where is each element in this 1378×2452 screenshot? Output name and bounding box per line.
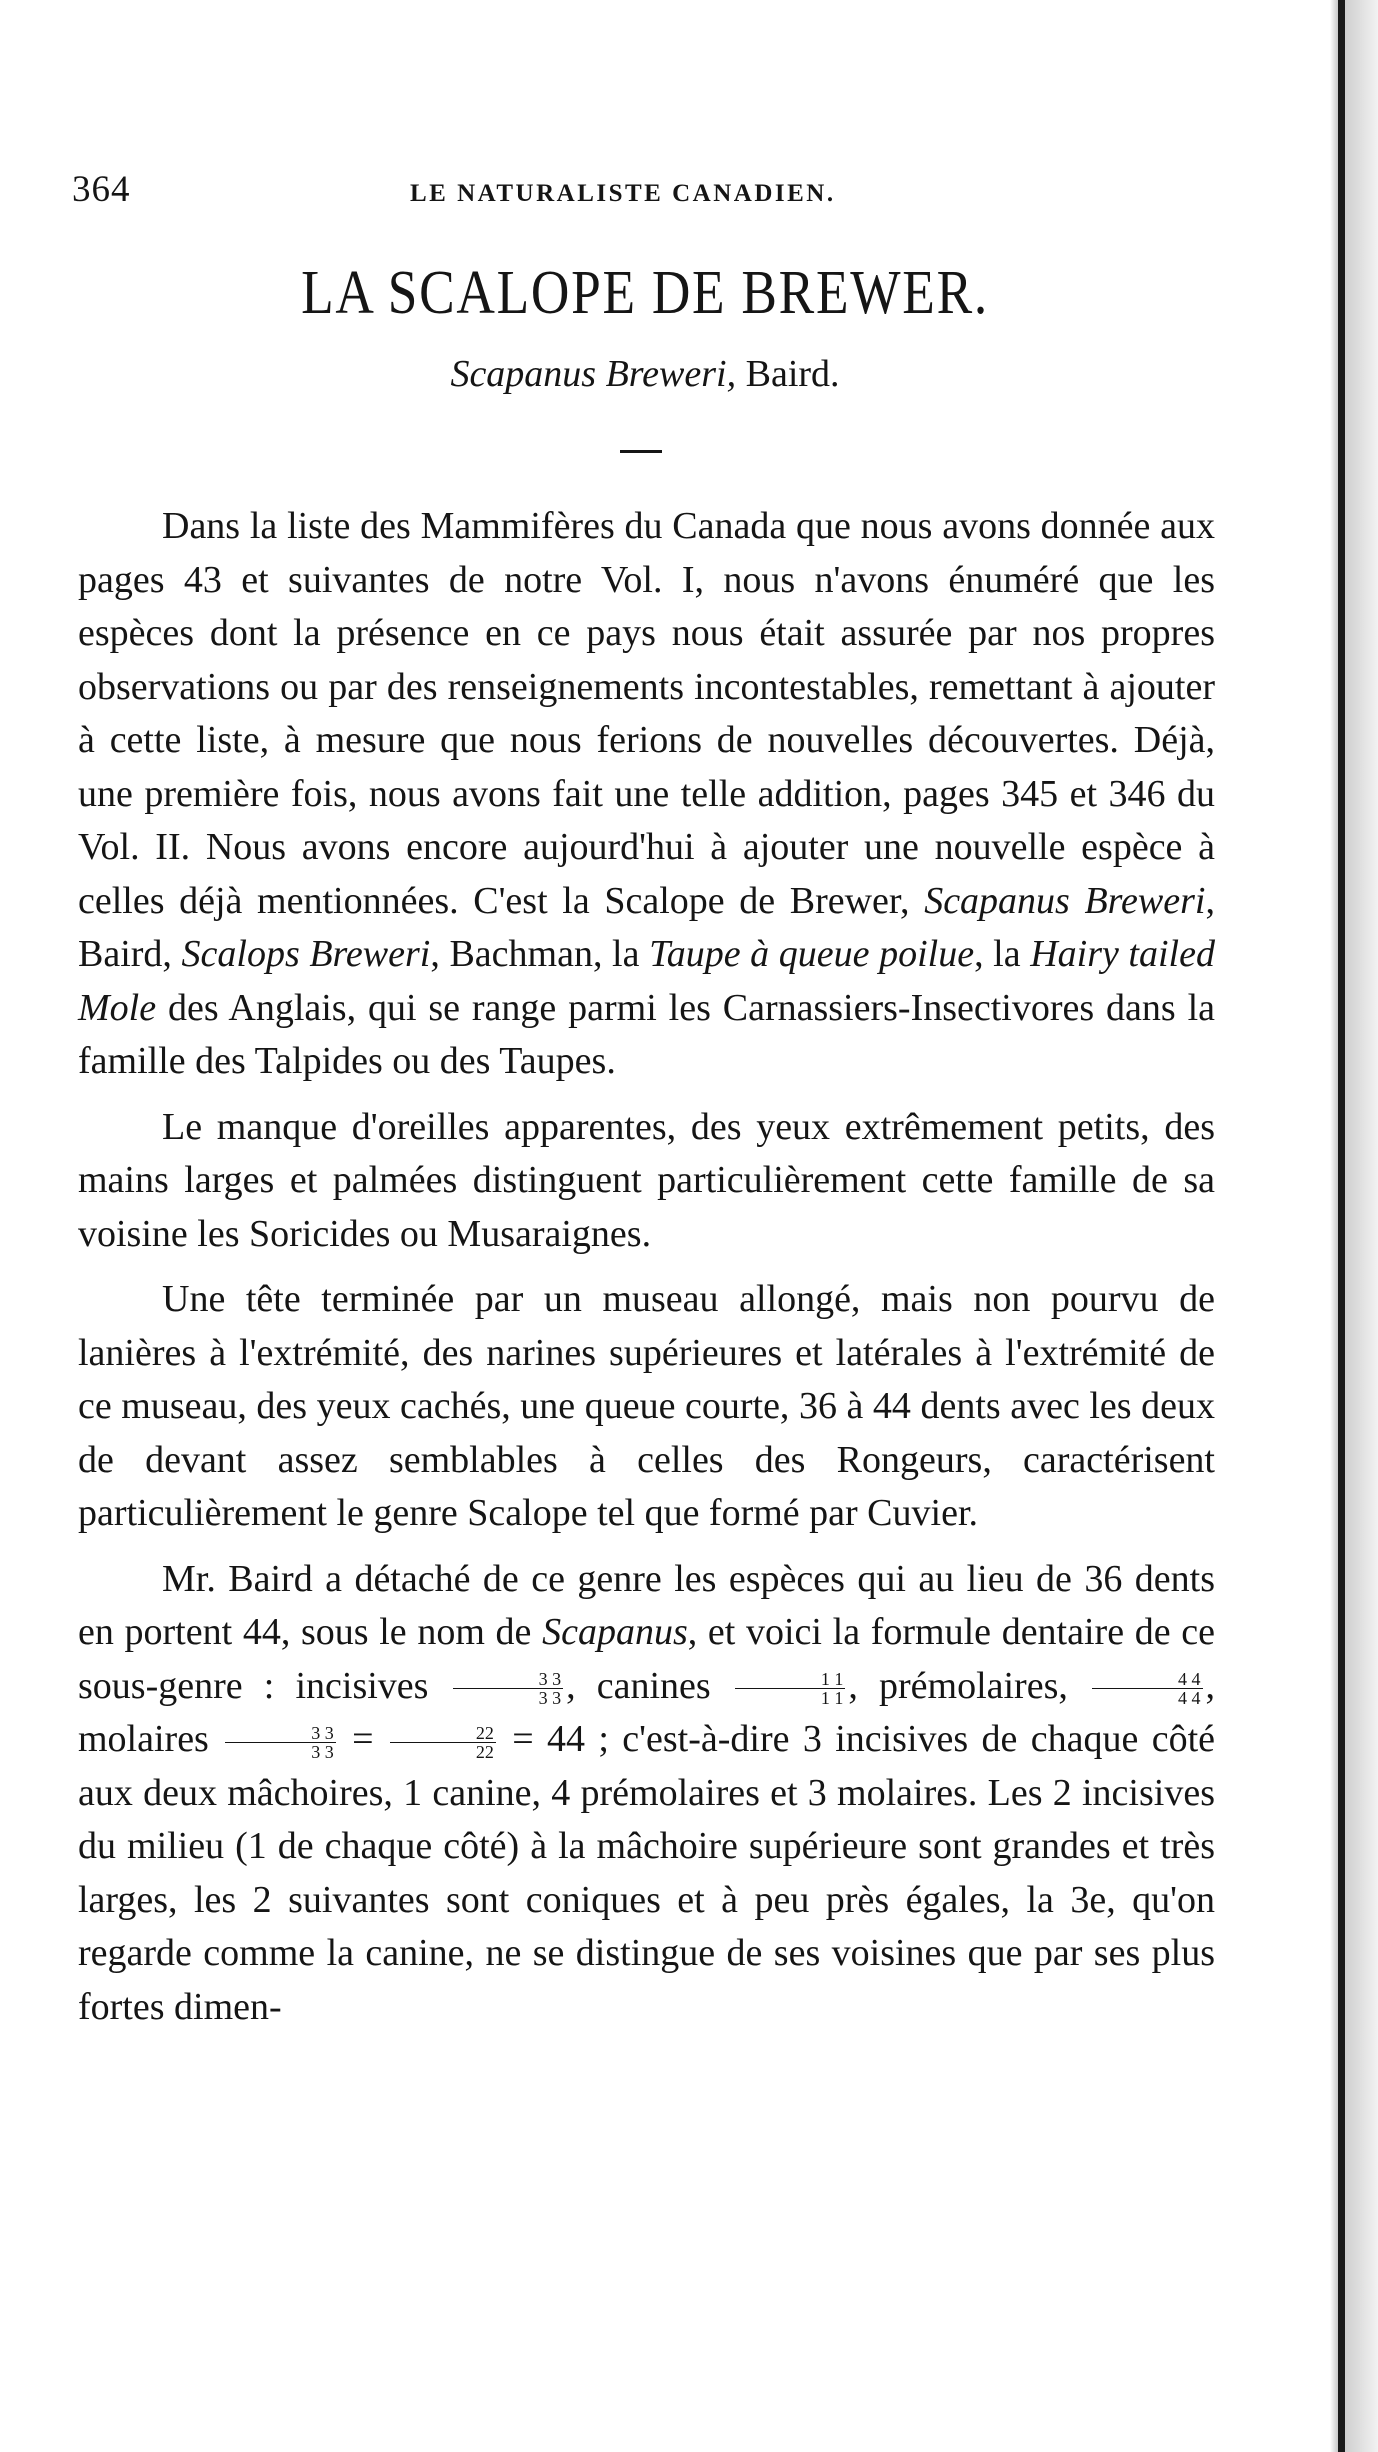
p1-text-c: , Bachman, la <box>430 933 650 975</box>
p1-italic-4: Hairy tailed Mole <box>78 933 1215 1029</box>
page-number: 364 <box>72 169 131 210</box>
fraction-numerator: 3 3 <box>225 1724 336 1743</box>
species-name: Scapanus Breweri, <box>450 353 737 395</box>
p4-equals-1: = <box>338 1718 387 1760</box>
p1-text-a: Dans la liste des Mammifères du Canada que nous avons donnée aux pages 43 et suivantes de notre Vol. I, nous n'avons énuméré que les espèces dont la présence en ce pays nous était assurée par nos propres observations ou par des renseignements incontestables, remettant à ajouter à cette liste, à mesure que nous ferions de nouvelles découvertes. Déjà, une première fois, nous avons fait une telle addition, pages 345 et 346 du Vol. II. Nous avons encore aujourd'hui à ajouter une nouvelle espèce à celles déjà mentionnées. C'est la Scalope de Brewer, <box>78 505 1215 922</box>
p4-text-c: , canines <box>566 1664 732 1707</box>
article-subtitle <box>0 352 1290 396</box>
p1-text-d: , la <box>974 933 1031 975</box>
fraction-premolaires <box>1092 1670 1203 1707</box>
page-gutter-shadow <box>1330 0 1338 2452</box>
fraction-denominator: 4 4 <box>1178 1688 1201 1709</box>
fraction-denominator: 3 3 <box>311 1741 334 1762</box>
fraction-numerator: 1 1 <box>735 1670 846 1689</box>
fraction-numerator: 4 4 <box>1092 1670 1203 1689</box>
p4-text-e: , molaires <box>78 1664 1216 1760</box>
fraction-denominator: 1 1 <box>820 1688 844 1709</box>
fraction-denominator: 3 3 <box>538 1688 562 1709</box>
paragraph-4 <box>78 1553 1215 2035</box>
p1-text-b: , Baird, <box>78 879 1215 975</box>
paragraph-1 <box>78 500 1215 1089</box>
page-edge-line <box>1338 0 1345 2452</box>
page-edge-paper <box>1345 0 1378 2452</box>
fraction-numerator: 3 3 <box>453 1670 564 1689</box>
p4-text-f: = 44 ; c'est-à-dire 3 incisives de chaque côté aux deux mâchoires, 1 canine, 4 prémolaires et 3 molaires. Les 2 incisives du milieu (1 de chaque côté) à la mâchoire supérieure sont grandes et très larges, les 2 suivantes sont coniques et à peu près égales, la 3e, qu'on regarde comme la canine, ne se distingue de ses voisines que par ses plus fortes dimen- <box>78 1718 1215 2028</box>
paragraph-2: Le manque d'oreilles apparentes, des yeux extrêmement petits, des mains larges et palmées distinguent particulièrement cette famille de sa voisine les Soricides ou Musaraignes. <box>78 1105 1215 1255</box>
title-rule <box>620 450 662 453</box>
p4-italic-1: Scapanus <box>542 1611 688 1653</box>
running-head: LE NATURALISTE CANADIEN. <box>410 180 836 207</box>
fraction-incisives <box>453 1670 564 1707</box>
p1-italic-2: Scalops Breweri <box>181 933 431 975</box>
p4-text-a: Mr. Baird a détaché de ce genre les espèces qui au lieu de 36 dents en portent 44, sous le nom de <box>78 1557 1215 1653</box>
article-body <box>78 500 1215 2046</box>
p1-italic-3: Taupe à queue poilue <box>649 933 975 975</box>
paragraph-3: Une tête terminée par un museau allongé, mais non pourvu de lanières à l'extrémité, des narines supérieures et latérales à l'extrémité de ce museau, des yeux cachés, une queue courte, 36 à 44 dents avec les deux de devant assez semblables à celles des Rongeurs, caractérisent particulièrement le genre Scalope tel que formé par Cuvier. <box>78 1278 1215 1534</box>
fraction-canines <box>735 1670 846 1707</box>
fraction-denominator: 22 <box>475 1741 494 1762</box>
p1-italic-1: Scapanus Breweri <box>924 879 1206 922</box>
p1-text-e: des Anglais, qui se range parmi les Carnassiers-Insectivores dans la famille des Talpides ou des Taupes. <box>78 986 1215 1082</box>
fraction-molaires <box>225 1724 336 1761</box>
article-title: LA SCALOPE DE BREWER. <box>301 259 989 327</box>
p4-text-b: , et voici la formule dentaire de ce sous-genre : incisives <box>78 1611 1215 1707</box>
fraction-total <box>390 1724 496 1761</box>
fraction-numerator: 22 <box>390 1724 496 1743</box>
species-author: Baird. <box>736 353 840 395</box>
p4-text-d: , prémolaires, <box>848 1664 1090 1707</box>
